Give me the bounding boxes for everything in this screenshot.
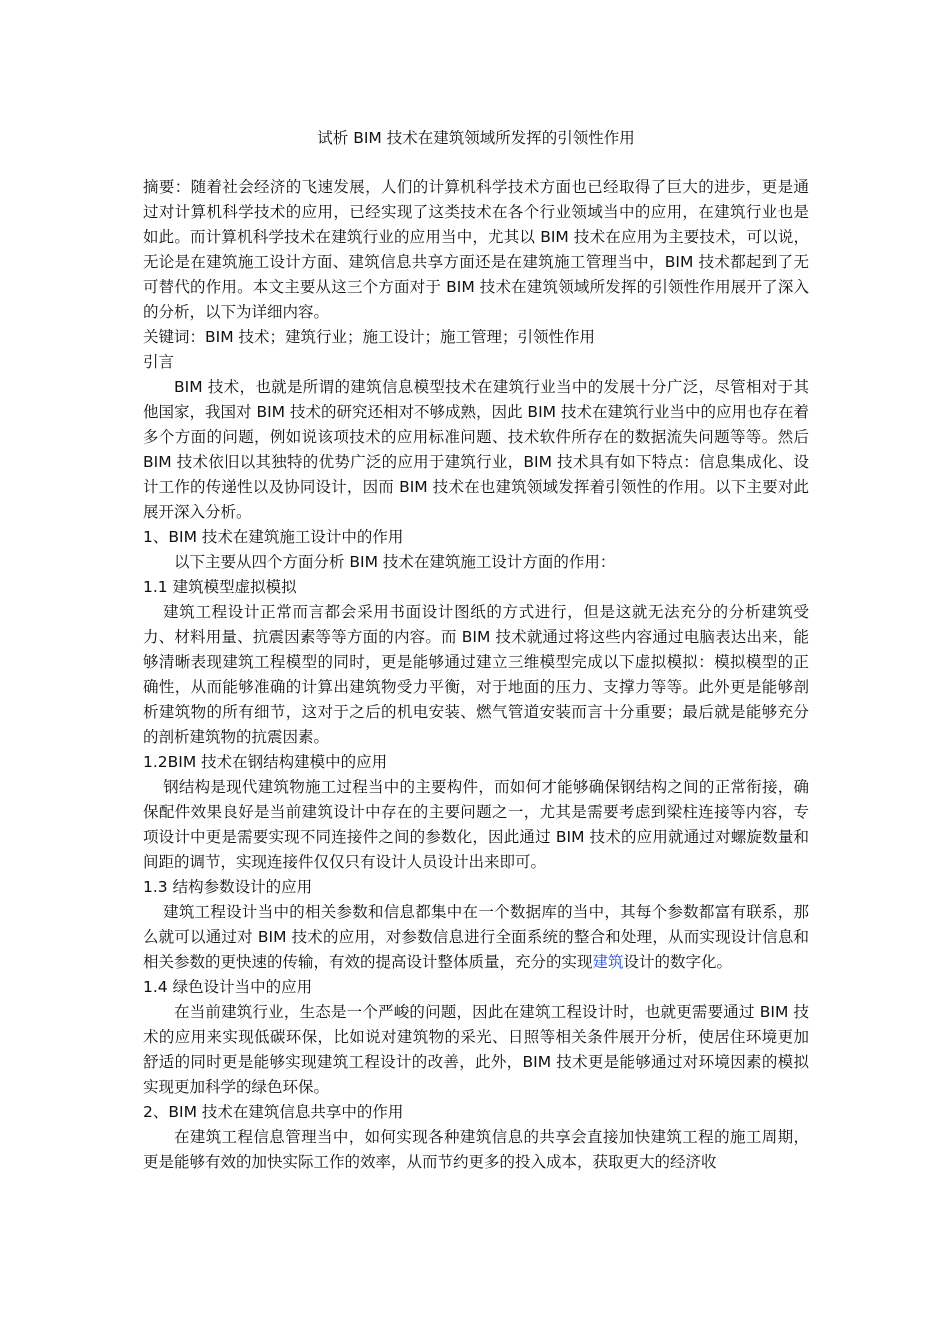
section-1-4-heading: 1.4 绿色设计当中的应用 <box>143 978 313 996</box>
intro-heading: 引言 <box>143 353 175 371</box>
section-1-2-heading: 1.2BIM 技术在钢结构建模中的应用 <box>143 753 388 771</box>
section-1-heading: 1、BIM 技术在建筑施工设计中的作用 <box>143 528 404 546</box>
architecture-link[interactable]: 建筑 <box>592 953 624 971</box>
section-1-1-paragraph: 建筑工程设计正常而言都会采用书面设计图纸的方式进行，但是这就无法充分的分析建筑受力、材料用量、抗震因素等等方面的内容。而 BIM 技术就通过将这些内容通过电脑表达出来，能够清晰表现建筑工程模型的同时，更是能够通过建立三维模型完成以下虚拟模拟：模拟模型的正确性，从而能够准确的计算出建筑物受力平衡，对于地面的压力、支撑力等等。此外更是能够剖析建筑物的所有细节，这对于之后的机电安装、燃气管道安装而言十分重要；最后就是能够充分的剖析建筑物的抗震因素。 <box>143 603 809 746</box>
keywords-line: 关键词：BIM 技术；建筑行业；施工设计；施工管理；引领性作用 <box>143 328 596 346</box>
section-1-4-paragraph: 在当前建筑行业，生态是一个严峻的问题，因此在建筑工程设计时，也就更需要通过 BIM 技术的应用来实现低碳环保，比如说对建筑物的采光、日照等相关条件展开分析，使居住环境更加舒适的同时更是能够实现建筑工程设计的改善，此外，BIM 技术更是能够通过对环境因素的模拟实现更加科学的绿色环保。 <box>143 1003 809 1096</box>
document-title: 试析 BIM 技术在建筑领域所发挥的引领性作用 <box>317 129 635 147</box>
intro-paragraph: BIM 技术，也就是所谓的建筑信息模型技术在建筑行业当中的发展十分广泛，尽管相对于其他国家，我国对 BIM 技术的研究还相对不够成熟，因此 BIM 技术在建筑行业当中的应用也存在着多个方面的问题，例如说该项技术的应用标准问题、技术软件所存在的数据流失问题等等。然后 BIM 技术依旧以其独特的优势广泛的应用于建筑行业，BIM 技术具有如下特点：信息集成化、设计工作的传递性以及协同设计，因而 BIM 技术在也建筑领域发挥着引领性的作用。以下主要对此展开深入分析。 <box>143 378 809 521</box>
abstract-paragraph: 摘要：随着社会经济的飞速发展，人们的计算机科学技术方面也已经取得了巨大的进步，更是通过对计算机科学技术的应用，已经实现了这类技术在各个行业领域当中的应用，在建筑行业也是如此。而计算机科学技术在建筑行业的应用当中，尤其以 BIM 技术在应用为主要技术，可以说，无论是在建筑施工设计方面、建筑信息共享方面还是在建筑施工管理当中，BIM 技术都起到了无可替代的作用。本文主要从这三个方面对于 BIM 技术在建筑领域所发挥的引领性作用展开了深入的分析，以下为详细内容。 <box>143 178 809 321</box>
section-1-3-text-start: 建筑工程设计当中的相关参数和信息都集中在一个数据库的当中，其每个参数都富有联系，那么就可以通过对 BIM 技术的应用，对参数信息进行全面系统的整合和处理，从而实现设计信息和相关参数的更快速的传输，有效的提高设计整体质量，充分的实现 <box>143 903 809 971</box>
section-1-3-text-end: 设计的数字化。 <box>623 953 733 971</box>
section-1-3-paragraph <box>143 900 809 975</box>
section-1-3-heading: 1.3 结构参数设计的应用 <box>143 878 313 896</box>
section-2-heading: 2、BIM 技术在建筑信息共享中的作用 <box>143 1103 404 1121</box>
section-1-1-heading: 1.1 建筑模型虚拟模拟 <box>143 578 297 596</box>
document-body <box>143 175 809 1175</box>
section-1-2-paragraph: 钢结构是现代建筑物施工过程当中的主要构件，而如何才能够确保钢结构之间的正常衔接，确保配件效果良好是当前建筑设计中存在的主要问题之一，尤其是需要考虑到梁柱连接等内容，专项设计中更是需要实现不同连接件之间的参数化，因此通过 BIM 技术的应用就通过对螺旋数量和间距的调节，实现连接件仅仅只有设计人员设计出来即可。 <box>143 778 809 871</box>
section-1-intro: 以下主要从四个方面分析 BIM 技术在建筑施工设计方面的作用： <box>174 553 616 571</box>
section-2-paragraph: 在建筑工程信息管理当中，如何实现各种建筑信息的共享会直接加快建筑工程的施工周期，更是能够有效的加快实际工作的效率，从而节约更多的投入成本，获取更大的经济收 <box>143 1128 809 1171</box>
